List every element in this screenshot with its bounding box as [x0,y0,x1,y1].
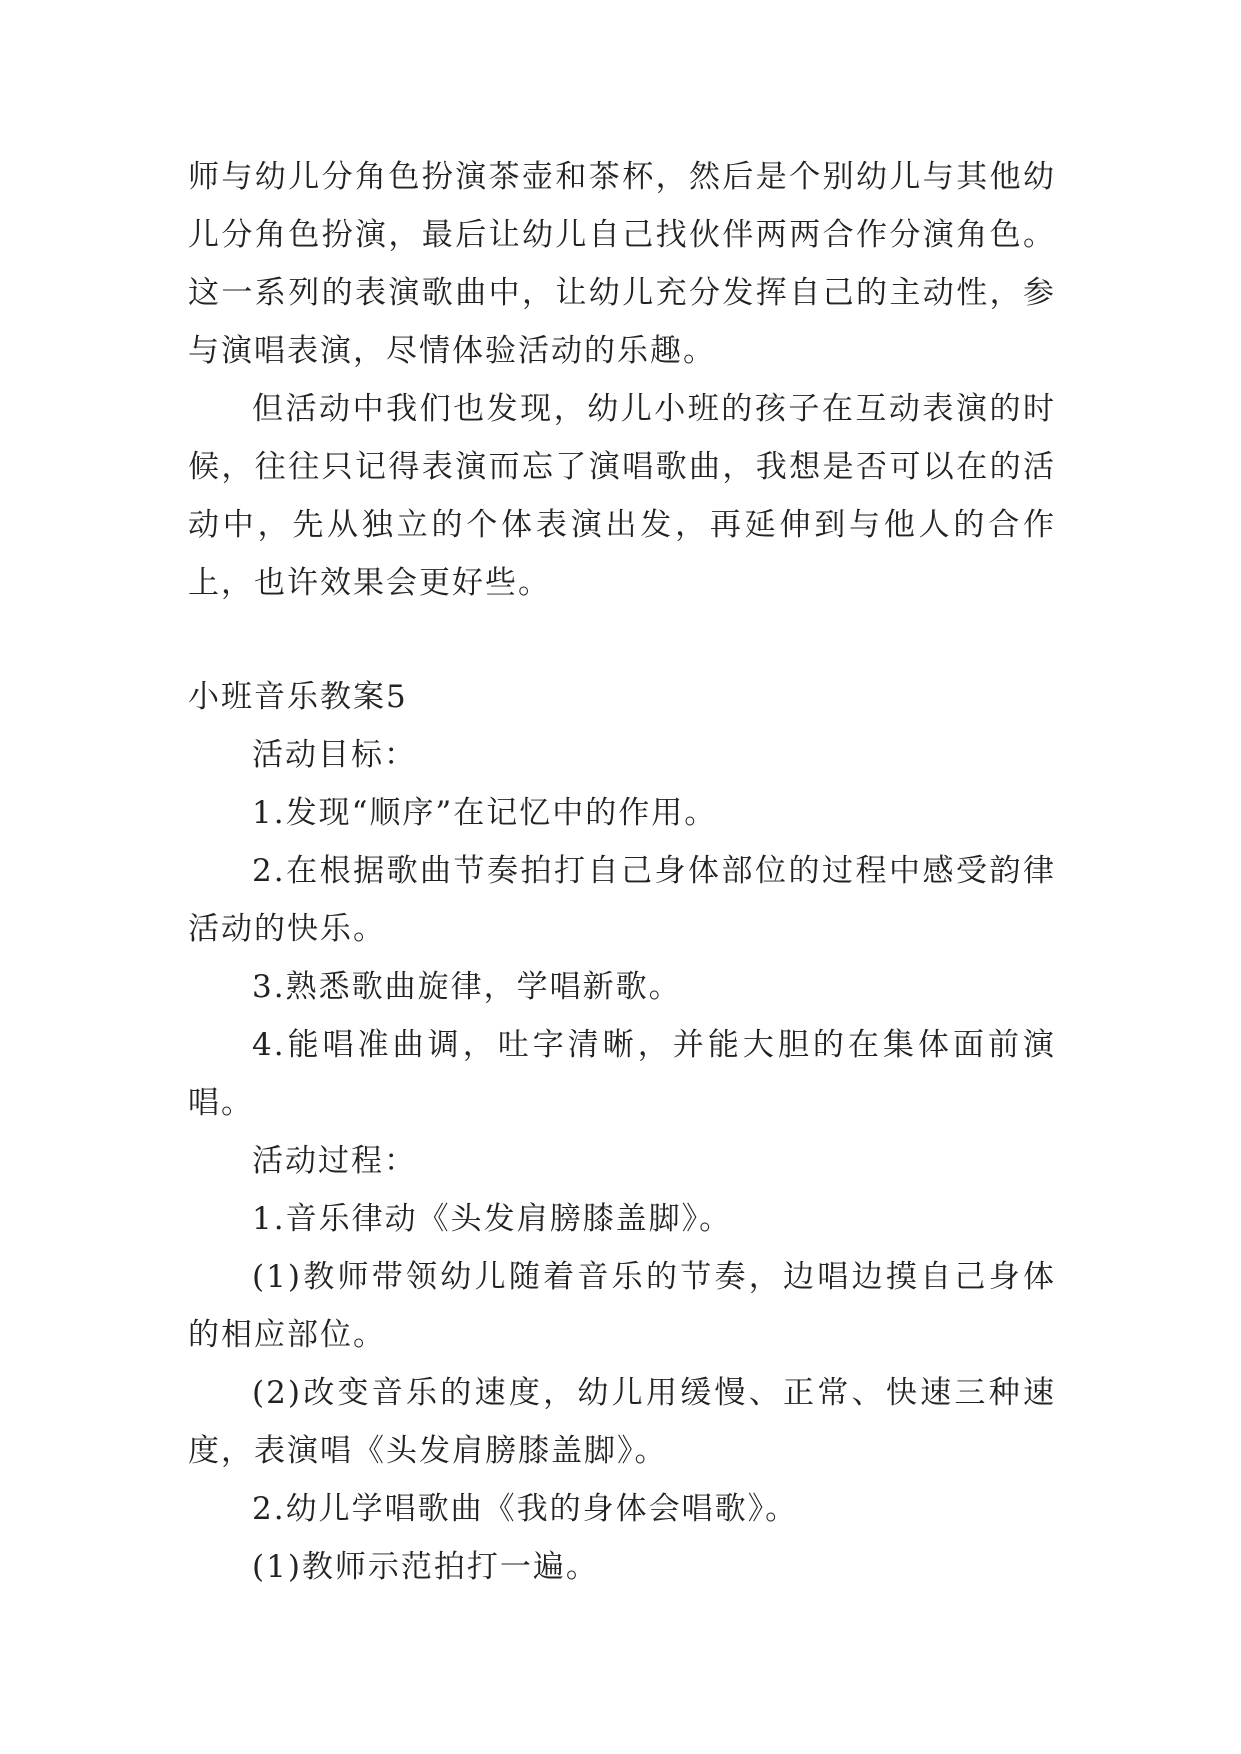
process-item: (1)教师示范拍打一遍。 [252,1549,599,1585]
intro-paragraph-continued: 师与幼儿分角色扮演茶壶和茶杯，然后是个别幼儿与其他幼儿分角色扮演，最后让幼儿自己找伙伴两两合作分演角色。这一系列的表演歌曲中，让幼儿充分发挥自己的主动性，参与演唱表演，尽情体验活动的乐趣。 [188,159,1056,369]
section-title: 小班音乐教案5 [188,679,408,715]
process-item: (1)教师带领幼儿随着音乐的节奏，边唱边摸自己身体的相应部位。 [188,1259,1056,1353]
process-label: 活动过程： [252,1143,417,1179]
goals-label: 活动目标： [252,737,417,773]
document-body [188,148,1056,1596]
process-item: 2.幼儿学唱歌曲《我的身体会唱歌》。 [252,1491,799,1527]
process-item: (2)改变音乐的速度，幼儿用缓慢、正常、快速三种速度，表演唱《头发肩膀膝盖脚》。 [188,1375,1056,1469]
intro-paragraph-reflection: 但活动中我们也发现，幼儿小班的孩子在互动表演的时候，往往只记得表演而忘了演唱歌曲，我想是否可以在的活动中，先从独立的个体表演出发，再延伸到与他人的合作上，也许效果会更好些。 [188,391,1056,601]
goal-item: 4.能唱准曲调，吐字清晰，并能大胆的在集体面前演唱。 [188,1027,1056,1121]
goal-item: 1.发现“顺序”在记忆中的作用。 [252,795,718,831]
goal-item: 3.熟悉歌曲旋律，学唱新歌。 [252,969,682,1005]
goal-item: 2.在根据歌曲节奏拍打自己身体部位的过程中感受韵律活动的快乐。 [188,853,1056,947]
process-item: 1.音乐律动《头发肩膀膝盖脚》。 [252,1201,733,1237]
